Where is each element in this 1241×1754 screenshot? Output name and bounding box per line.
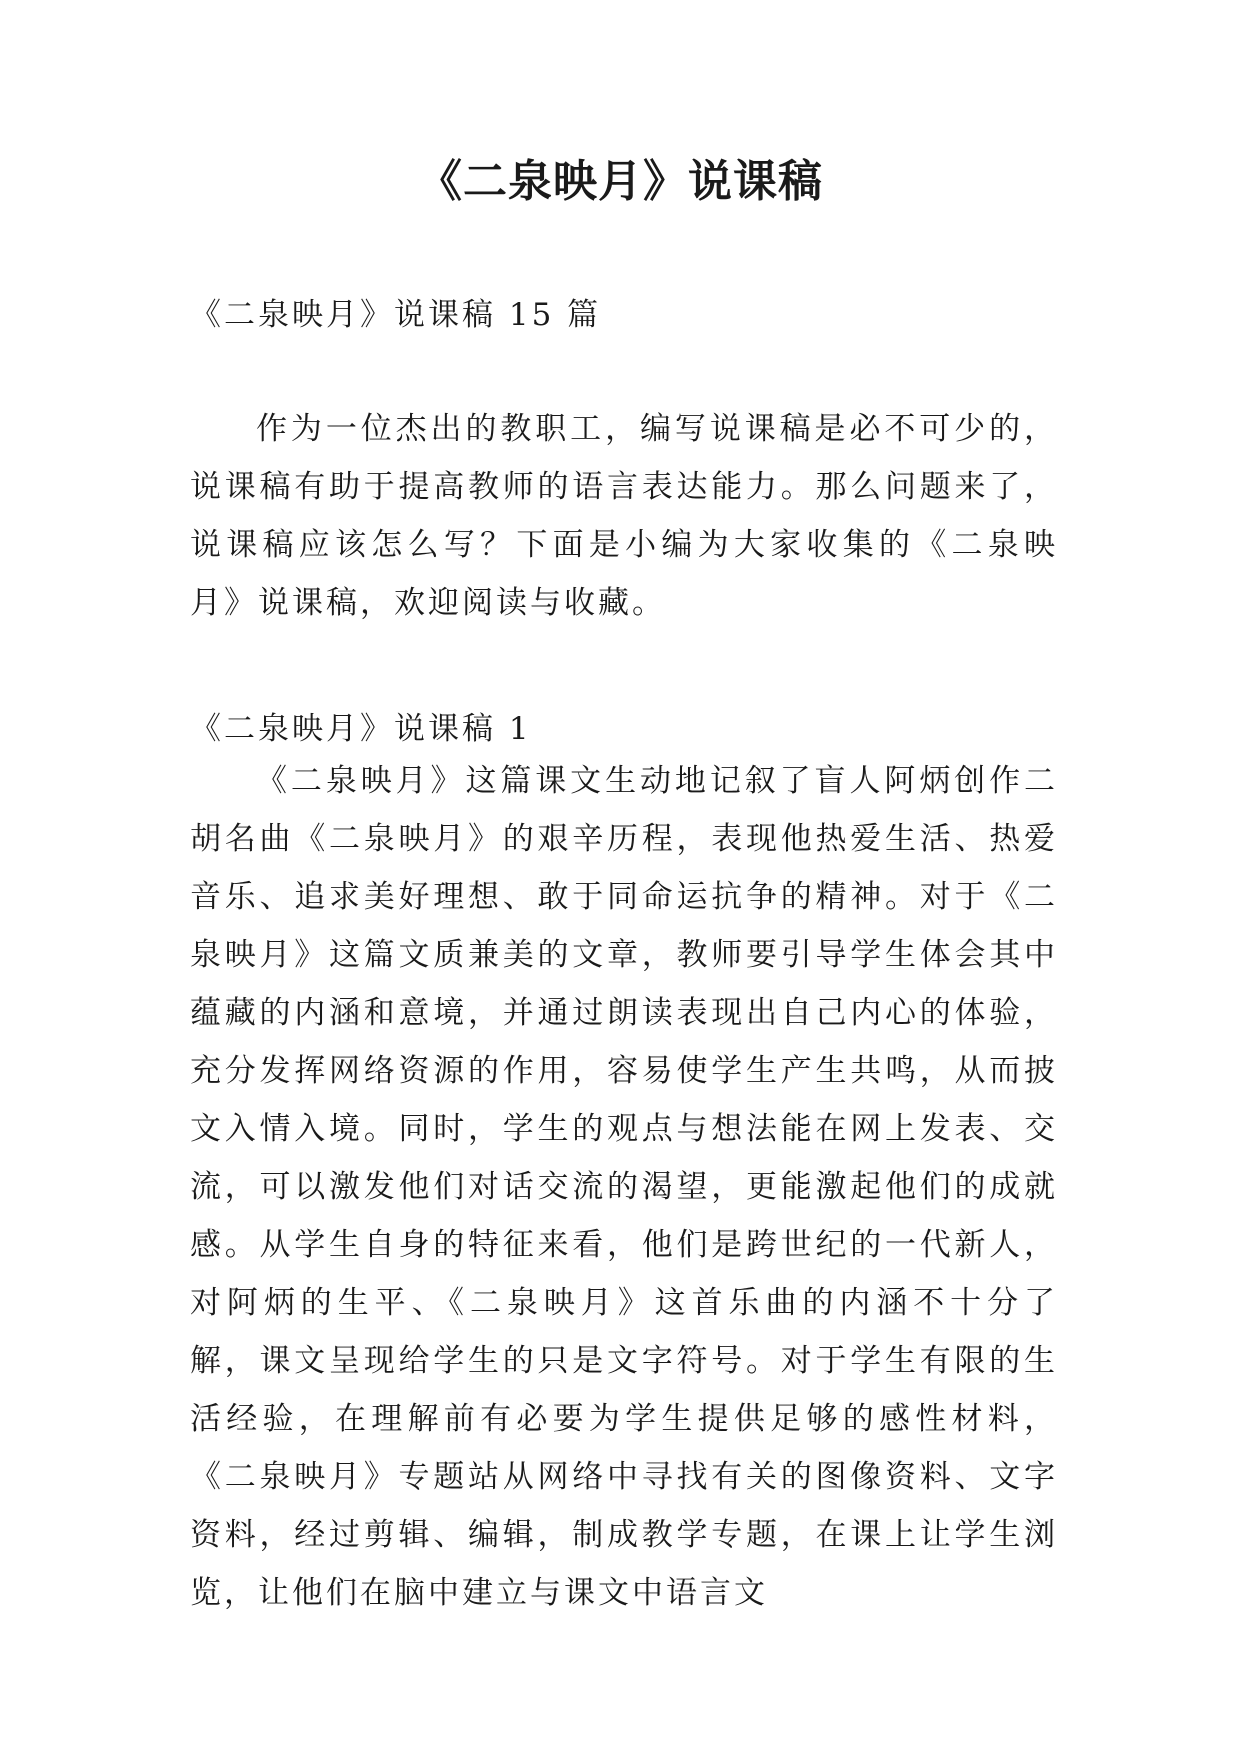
intro-paragraph: 作为一位杰出的教职工，编写说课稿是必不可少的，说课稿有助于提高教师的语言表达能力。那么问题来了，说课稿应该怎么写？下面是小编为大家收集的《二泉映月》说课稿，欢迎阅读与收藏。: [190, 411, 1058, 621]
section-body-paragraph: 《二泉映月》这篇课文生动地记叙了盲人阿炳创作二胡名曲《二泉映月》的艰辛历程，表现他热爱生活、热爱音乐、追求美好理想、敢于同命运抗争的精神。对于《二泉映月》这篇文质兼美的文章，教师要引导学生体会其中蕴藏的内涵和意境，并通过朗读表现出自己内心的体验，充分发挥网络资源的作用，容易使学生产生共鸣，从而披文入情入境。同时，学生的观点与想法能在网上发表、交流，可以激发他们对话交流的渴望，更能激起他们的成就感。从学生自身的特征来看，他们是跨世纪的一代新人，对阿炳的生平、《二泉映月》这首乐曲的内涵不十分了解，课文呈现给学生的只是文字符号。对于学生有限的生活经验，在理解前有必要为学生提供足够的感性材料，《二泉映月》专题站从网络中寻找有关的图像资料、文字资料，经过剪辑、编辑，制成教学专题，在课上让学生浏览，让他们在脑中建立与课文中语言文: [190, 763, 1058, 1611]
section-heading: 《二泉映月》说课稿 1: [190, 711, 532, 747]
document-title: 《二泉映月》说课稿: [418, 156, 823, 207]
document-subtitle: 《二泉映月》说课稿 15 篇: [190, 297, 602, 333]
